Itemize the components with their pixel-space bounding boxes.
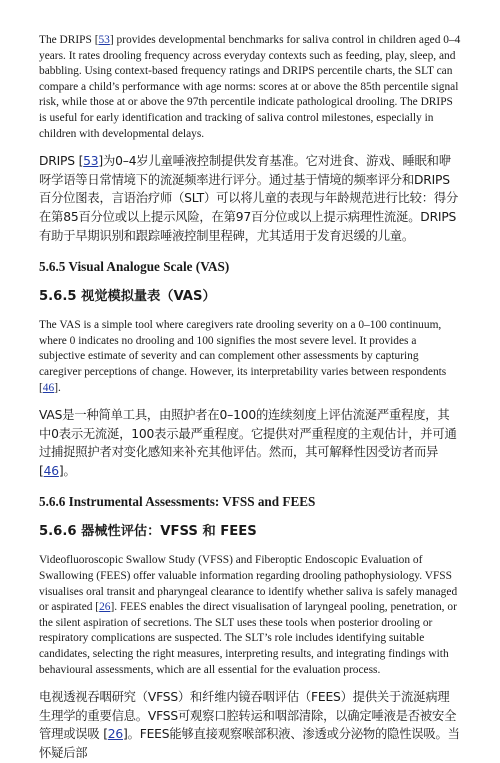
drips-paragraph-zh bbox=[39, 152, 461, 245]
text-run: DRIPS [ bbox=[39, 154, 84, 169]
citation-link-53[interactable]: 53 bbox=[83, 154, 99, 169]
text-run: ] provides developmental benchmarks for saliva control in children aged 0–4 years. It rates drooling frequency across everyday contexts such as feeding, play, sleep, and babbling. Using context-based frequency ratings and DRIPS percentile charts, the SLT can compare a child’s performance with age norms: scores at or above the 85th percentile signal risk, while those at or above the 97th percentile indicate pathological drooling. The DRIPS is useful for early identification and tracking of saliva control milestones, especially in children with developmental delays. bbox=[39, 34, 461, 140]
drips-paragraph-en bbox=[39, 33, 461, 142]
citation-link-53[interactable]: 53 bbox=[98, 34, 110, 46]
text-run: ]。FEES能够直接观察喉部积液、渗透或分泌物的隐性误吸。当怀疑后部 bbox=[39, 727, 460, 760]
text-run: The DRIPS [ bbox=[39, 34, 99, 46]
citation-link-26[interactable]: 26 bbox=[99, 601, 111, 614]
section-heading-vas-en: 5.6.5 Visual Analogue Scale (VAS) bbox=[39, 259, 230, 275]
instrumental-paragraph-en bbox=[39, 553, 461, 678]
section-heading-instrumental-zh: 5.6.6 器械性评估：VFSS 和 FEES bbox=[39, 524, 257, 540]
vas-paragraph-en bbox=[39, 318, 461, 396]
text-run: VAS是一种简单工具，由照护者在0–100的连续刻度上评估流涎严重程度，其中0表示无流涎，100表示最严重程度。它提供对严重程度的主观估计，并可通过捕捉照护者对变化感知来补充其他评估。然而，其可解释性因受访者而异 [ bbox=[39, 408, 457, 478]
vas-paragraph-zh bbox=[39, 406, 461, 480]
citation-link-26[interactable]: 26 bbox=[107, 727, 124, 742]
citation-link-46[interactable]: 46 bbox=[43, 463, 59, 478]
citation-link-46[interactable]: 46 bbox=[42, 381, 55, 394]
text-run: ]为0–4岁儿童唾液控制提供发育基准。它对进食、游戏、睡眠和咿呀学语等日常情境下的流涎频率进行评分。通过基于情境的频率评分和DRIPS百分位图表，言语治疗师（SLT）可以将儿童的表现与年龄规范进行比较：得分在第85百分位或以上提示风险，在第97百分位或以上提示病理性流涎。DRIPS有助于早期识别和跟踪唾液控制里程碑，尤其适用于发育迟缓的儿童。 bbox=[39, 154, 459, 243]
text-run: ]。 bbox=[58, 463, 76, 478]
section-heading-vas-zh: 5.6.5 视觉模拟量表（VAS） bbox=[39, 289, 216, 305]
text-run: The VAS is a simple tool where caregivers rate drooling severity on a 0–100 continuum, where 0 indicates no drooling and 100 signifies the most severe level. It provides a subjective estimate of severity and can complement other assessments by capturing caregiver perceptions of change. However, its interpretability varies between respondents [ bbox=[39, 319, 447, 394]
instrumental-paragraph-zh bbox=[39, 688, 461, 762]
text-run: 电视透视吞咽研究（VFSS）和纤维内镜吞咽评估（FEES）提供关于流涎病理生理学的重要信息。VFSS可观察口腔转运和咽部清除，以确定唾液是否被安全管理或误吸 [ bbox=[39, 690, 457, 742]
section-heading-instrumental-en: 5.6.6 Instrumental Assessments: VFSS and FEES bbox=[39, 494, 316, 510]
text-run: ]. FEES enables the direct visualisation of laryngeal pooling, penetration, or the silent aspiration of secretions. The SLT uses these tools when posterior drooling or respiratory complications are suspected. The SLT’s role includes identifying suitable candidates, selecting the right measures, interpreting results, and integrating findings with behavioural assessments, which are all essential for the evaluation process. bbox=[39, 601, 457, 676]
text-run: ]. bbox=[54, 381, 61, 394]
text-run: Videofluoroscopic Swallow Study (VFSS) and Fiberoptic Endoscopic Evaluation of Swallowing (FEES) offer valuable information regarding drooling pathophysiology. VFSS visualises oral transit and pharyngeal clearance to identify whether saliva is safely managed or aspirated [ bbox=[39, 554, 458, 614]
